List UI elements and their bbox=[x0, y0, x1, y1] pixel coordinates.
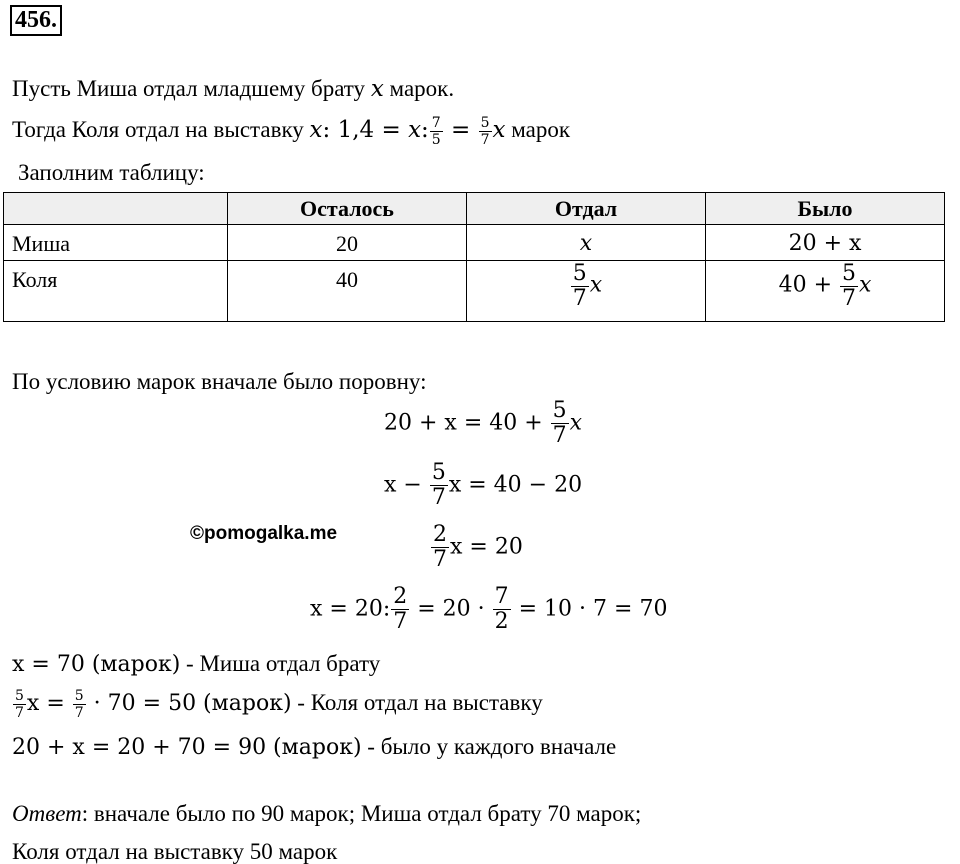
equation-1: 20 + x = 40 + $\frac{5}{7}$ x bbox=[384, 398, 583, 448]
equation-2: x − $\frac{5}{7}$ x = 40 − 20 bbox=[384, 460, 583, 510]
table-row bbox=[4, 225, 945, 261]
table-cell-was: 20 + x bbox=[706, 225, 945, 261]
table-cell-left: 20 bbox=[228, 225, 467, 261]
intro-line-3: Заполним таблицу: bbox=[18, 160, 205, 185]
table-header-cell bbox=[4, 193, 228, 225]
table-cell-name: Коля bbox=[4, 261, 228, 322]
intro-line-2-tail: марок bbox=[505, 117, 571, 142]
fraction-7-5: $\frac{7}{5}$ bbox=[431, 115, 441, 149]
table-header-cell: Отдал bbox=[467, 193, 706, 225]
table-header-cell: Осталось bbox=[228, 193, 467, 225]
intro-line-1 bbox=[12, 77, 454, 101]
fraction-5-7: $\frac{5}{7}$ bbox=[572, 261, 587, 311]
equation-4: x = 20: $\frac{2}{7}$ = 20 · $\frac{7}{2}$ = 10 · 7 = 70 bbox=[310, 584, 668, 634]
result-3: 20 + x = 20 + 70 = 90 (марок) - было у каждого вначале bbox=[12, 734, 617, 760]
intro-line-2-text: Тогда Коля отдал на выставку bbox=[12, 117, 310, 142]
table-header-cell: Было bbox=[706, 193, 945, 225]
intro-line-2-math: : 1,4 = bbox=[322, 117, 409, 143]
var-x: x bbox=[309, 117, 323, 143]
fraction-5-7: $\frac{5}{7}$ bbox=[842, 261, 856, 311]
table-cell-gave: x bbox=[467, 225, 706, 261]
table-cell-was: 40 + $\frac{5}{7}$ x bbox=[706, 261, 945, 322]
equation-3: $\frac{2}{7}$ x = 20 bbox=[433, 522, 523, 572]
intro-line-1-var: x bbox=[370, 76, 384, 102]
fraction-5-7: $\frac{5}{7}$ bbox=[480, 115, 490, 149]
table-header-row bbox=[4, 193, 945, 225]
table-cell-gave: $\frac{5}{7}$ x bbox=[467, 261, 706, 322]
var-x: x bbox=[408, 117, 422, 143]
table-cell-left: 40 bbox=[228, 261, 467, 322]
answer-label: Ответ bbox=[12, 801, 82, 826]
table-row bbox=[4, 261, 945, 322]
intro-line-2: Тогда Коля отдал на выставку x: 1,4 = x: $\frac{7}{5}$ = $\frac{5}{7}$ x марок bbox=[12, 115, 571, 149]
result-1: x = 70 (марок) - Миша отдал брату bbox=[12, 651, 381, 677]
answer-line-1: Ответ: вначале было по 90 марок; Миша отдал брату 70 марок; bbox=[12, 801, 642, 826]
stamp-table bbox=[3, 192, 945, 322]
intro-line-1-tail: марок. bbox=[383, 76, 455, 101]
condition-text: По условию марок вначале было поровну: bbox=[12, 369, 427, 394]
answer-line-2: Коля отдал на выставку 50 марок bbox=[12, 839, 338, 864]
table-cell-name: Миша bbox=[4, 225, 228, 261]
result-2: $\frac{5}{7}$ x = $\frac{5}{7}$ · 70 = 50 (марок) - Коля отдал на выставку bbox=[15, 688, 543, 722]
intro-line-1-text: Пусть Миша отдал младшему брату bbox=[12, 76, 371, 101]
watermark: ©pomogalka.me bbox=[190, 523, 338, 544]
problem-number: 456. bbox=[10, 5, 62, 36]
